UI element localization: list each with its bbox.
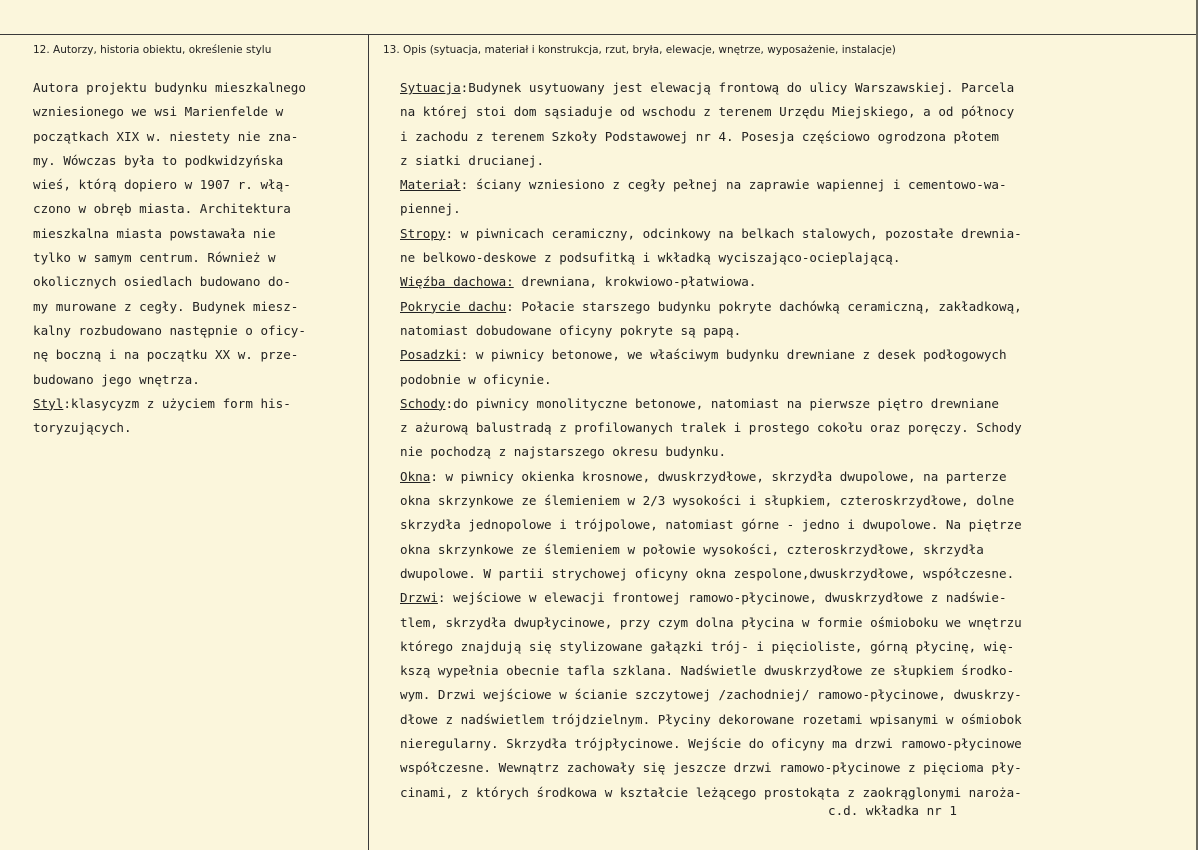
- text-line: [400, 513, 1198, 537]
- text-line: wieś, którą dopiero w 1907 r. włą-: [33, 177, 291, 193]
- text-line: [400, 368, 1198, 392]
- line-text: okna skrzynkowe ze ślemieniem w 2/3 wysokości i słupkiem, czteroskrzydłowe, dolne: [400, 493, 1015, 509]
- line-text: którego znajdują się stylizowane gałązki trój- i pięcioliste, górną płycinę, wię-: [400, 638, 1015, 654]
- text-line: my. Wówczas była to podkwidzyńska: [33, 152, 284, 168]
- section-label: Pokrycie dachu: [400, 298, 507, 314]
- text-line: [400, 125, 1198, 149]
- line-text: :Budynek usytuowany jest elewacją frontową do ulicy Warszawskiej. Parcela: [460, 80, 1015, 95]
- text-line: okolicznych osiedlach budowano do-: [33, 274, 291, 290]
- text-line: [400, 489, 1198, 513]
- line-text: : w piwnicy okienka krosnowe, dwuskrzydłowe, skrzydła dwupolowe, na parterze: [430, 468, 1007, 484]
- text-line: czono w obręb miasta. Architektura: [33, 201, 291, 217]
- text-line: budowano jego wnętrza.: [33, 371, 200, 387]
- text-line: [400, 611, 1198, 635]
- line-text: dwupolowe. W partii strychowej oficyny okna zespolone,dwuskrzydłowe, współczesne.: [400, 565, 1015, 581]
- line-text: podobnie w oficynie.: [400, 371, 552, 387]
- text-line: kalny rozbudowano następnie o oficy-: [33, 322, 306, 338]
- continuation-note: c.d. wkładka nr 1: [828, 803, 957, 818]
- section-label: Materiał: [400, 177, 461, 193]
- line-text: : ściany wzniesiono z cegły pełnej na zaprawie wapiennej i cementowo-wa-: [460, 177, 1007, 193]
- text-line: [400, 781, 1198, 805]
- line-text: : Połacie starszego budynku pokryte dachówką ceramiczną, zakładkową,: [506, 298, 1022, 314]
- text-line: [400, 246, 1198, 270]
- text-line: [400, 538, 1198, 562]
- text-line: [400, 708, 1198, 732]
- section-line: [400, 222, 1198, 246]
- text-line: [400, 562, 1198, 586]
- text-line: [400, 416, 1198, 440]
- line-text: : wejściowe w elewacji frontowej ramowo-płycinowe, dwuskrzydłowe z nadświe-: [437, 590, 1007, 606]
- line-text: okna skrzynkowe ze ślemieniem w połowie wysokości, czteroskrzydłowe, skrzydła: [400, 541, 984, 557]
- section-label: Więźba dachowa:: [400, 274, 514, 290]
- text-line: początkach XIX w. niestety nie zna-: [33, 128, 299, 144]
- text-line: nę boczną i na początku XX w. prze-: [33, 347, 299, 363]
- line-text: z siatki drucianej.: [400, 152, 545, 168]
- text-line: Autora projektu budynku mieszkalnego: [33, 80, 306, 95]
- line-text: skrzydła jednopolowe i trójpolowe, natomiast górne - jedno i dwupolowe. Na piętrze: [400, 517, 1022, 533]
- line-text: współczesne. Wewnątrz zachowały się jeszcze drzwi ramowo-płycinowe z pięcioma pły-: [400, 760, 1022, 776]
- text-line: [400, 100, 1198, 124]
- left-column-text: [33, 76, 369, 440]
- section-label: Schody: [400, 395, 446, 411]
- line-text: wym. Drzwi wejściowe w ścianie szczytowej /zachodniej/ ramowo-płycinowe, dwuskrzy-: [400, 687, 1022, 703]
- line-text: natomiast dobudowane oficyny pokryte są papą.: [400, 322, 742, 338]
- section-line: [400, 392, 1198, 416]
- right-column-text: [400, 76, 1198, 805]
- left-column-header: 12. Autorzy, historia obiektu, określenie stylu: [33, 44, 272, 56]
- section-line: [400, 270, 1198, 294]
- section-line: [400, 173, 1198, 197]
- line-text: piennej.: [400, 201, 461, 217]
- line-text: z ażurową balustradą z profilowanych tralek i prostego cokołu oraz poręczy. Schody: [400, 420, 1022, 436]
- text-line: [400, 149, 1198, 173]
- line-text: i zachodu z terenem Szkoły Podstawowej nr 4. Posesja częściowo ogrodzona płotem: [400, 128, 999, 144]
- section-label: Sytuacja: [400, 80, 461, 95]
- section-line: [400, 343, 1198, 367]
- text-line: [400, 756, 1198, 780]
- styl-line: [33, 392, 369, 416]
- line-text: nieregularny. Skrzydła trójpłycinowe. Wejście do oficyny ma drzwi ramowo-płycinowe: [400, 736, 1022, 752]
- section-label: Posadzki: [400, 347, 461, 363]
- styl-label: Styl: [33, 395, 64, 411]
- section-label: Drzwi: [400, 590, 438, 606]
- section-line: [400, 465, 1198, 489]
- line-text: ne belkowo-deskowe z podsufitką i wkładką wyciszająco-ocieplającą.: [400, 250, 901, 266]
- line-text: drewniana, krokwiowo-płatwiowa.: [513, 274, 757, 290]
- line-text: kszą wypełnia obecnie tafla szklana. Nadświetle dwuskrzydłowe ze słupkiem środko-: [400, 663, 1015, 679]
- text-line: [400, 319, 1198, 343]
- line-text: : w piwnicy betonowe, we właściwym budynku drewniane z desek podłogowych: [460, 347, 1007, 363]
- styl-text: :klasycyzm z użyciem form his-: [63, 395, 291, 411]
- line-text: cinami, z których środkowa w kształcie leżącego prostokąta z zaokrąglonymi naroża-: [400, 784, 1022, 800]
- text-line: wzniesionego we wsi Marienfelde w: [33, 104, 284, 120]
- text-line: [400, 197, 1198, 221]
- section-label: Stropy: [400, 225, 446, 241]
- line-text: dłowe z nadświetlem trójdzielnym. Płyciny dekorowane rozetami wpisanymi w ośmiobok: [400, 711, 1022, 727]
- line-text: tlem, skrzydła dwupłycinowe, przy czym dolna płycina w formie ośmioboku we wnętrzu: [400, 614, 1022, 630]
- text-line: [400, 659, 1198, 683]
- text-line: [400, 635, 1198, 659]
- text-line: [400, 683, 1198, 707]
- top-rule: [0, 34, 1198, 35]
- styl-line-cont: toryzujących.: [33, 420, 132, 436]
- line-text: na której stoi dom sąsiaduje od wschodu z terenem Urzędu Miejskiego, a od północy: [400, 104, 1015, 120]
- text-line: mieszkalna miasta powstawała nie: [33, 225, 276, 241]
- section-label: Okna: [400, 468, 431, 484]
- text-line: tylko w samym centrum. Również w: [33, 250, 276, 266]
- text-line: [400, 732, 1198, 756]
- line-text: : w piwnicach ceramiczny, odcinkowy na belkach stalowych, pozostałe drewnia-: [445, 225, 1022, 241]
- line-text: nie pochodzą z najstarszego okresu budynku.: [400, 444, 727, 460]
- section-line: [400, 295, 1198, 319]
- line-text: :do piwnicy monolityczne betonowe, natomiast na pierwsze piętro drewniane: [445, 395, 999, 411]
- text-line: [400, 440, 1198, 464]
- text-line: my murowane z cegły. Budynek miesz-: [33, 298, 299, 314]
- right-column-header: 13. Opis (sytuacja, materiał i konstrukcja, rzut, bryła, elewacje, wnętrze, wyposażenie, instalacje): [383, 44, 896, 56]
- section-line: [400, 76, 1198, 100]
- section-line: [400, 586, 1198, 610]
